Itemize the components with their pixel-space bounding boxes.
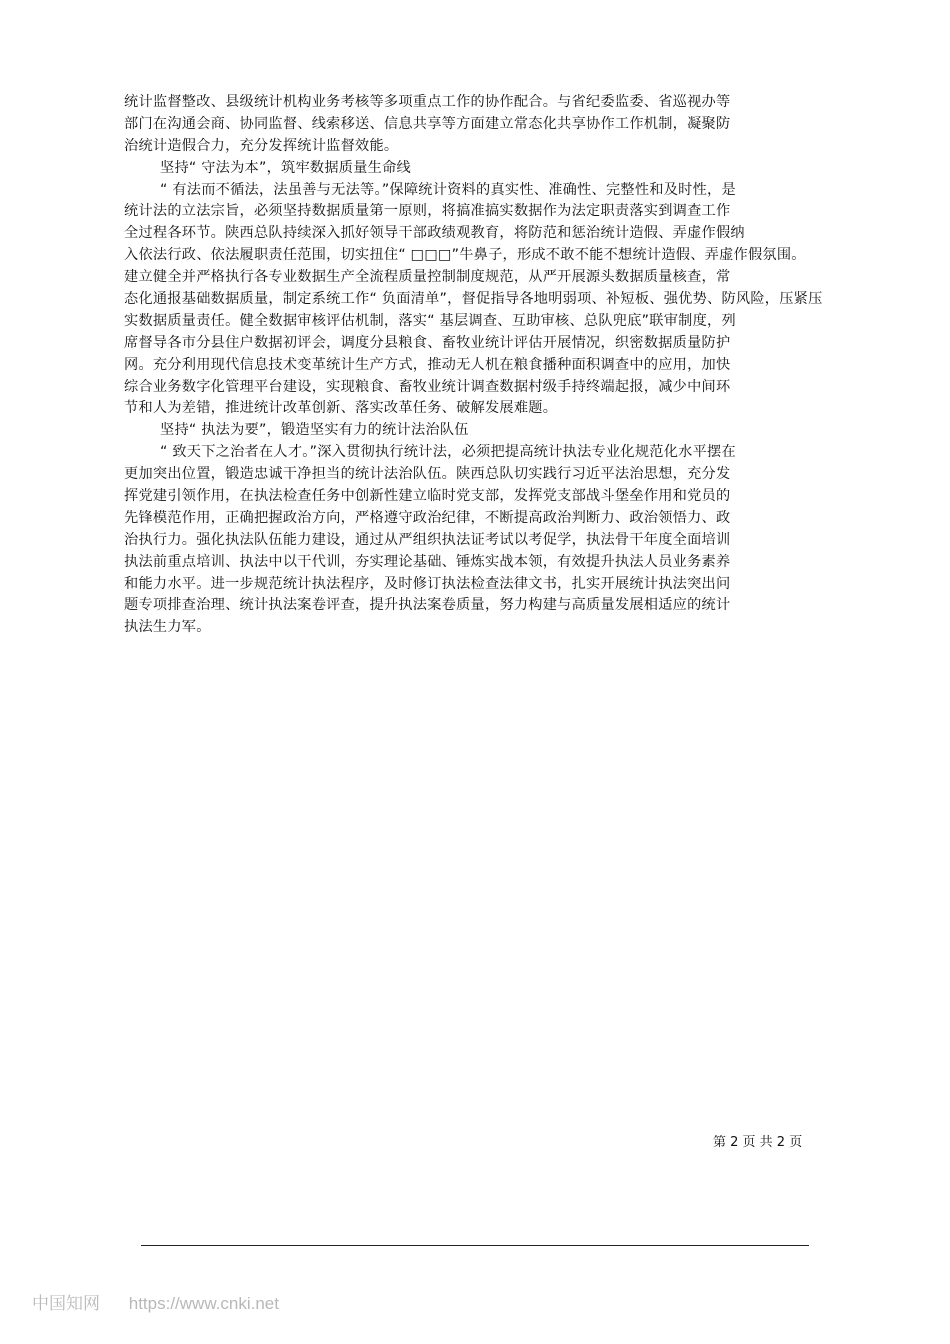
text-line: 执法前重点培训、执法中以干代训，夯实理论基础、锤炼实战本领，有效提升执法人员业务素养 xyxy=(124,553,731,570)
text-line: 先锋模范作用，正确把握政治方向，严格遵守政治纪律，不断提高政治判断力、政治领悟力、政 xyxy=(124,509,731,526)
text-line: 席督导各市分县住户数据初评会，调度分县粮食、畜牧业统计评估开展情况，织密数据质量防护 xyxy=(124,334,731,351)
body-text xyxy=(124,92,934,639)
text-line: 治执行力。强化执法队伍能力建设，通过从严组织执法证考试以考促学，执法骨干年度全面培训 xyxy=(124,531,731,548)
watermark xyxy=(32,1292,279,1316)
text-line: 和能力水平。进一步规范统计执法程序，及时修订执法检查法律文书，扎实开展统计执法突出问 xyxy=(124,575,731,592)
text-line: 挥党建引领作用，在执法检查任务中创新性建立临时党支部，发挥党支部战斗堡垒作用和党员的 xyxy=(124,488,731,505)
text-line: 节和人为差错，推进统计改革创新、落实改革任务、破解发展难题。 xyxy=(124,400,558,417)
text-line: 部门在沟通会商、协同监督、线索移送、信息共享等方面建立常态化共享协作工作机制，凝聚防 xyxy=(124,115,731,132)
text-line: 统计监督整改、县级统计机构业务考核等多项重点工作的协作配合。与省纪委监委、省巡视办等 xyxy=(124,94,731,110)
text-line: 态化通报基础数据质量，制定系统工作“ 负面清单”，督促指导各地明弱项、补短板、强优势、防风险，压紧压 xyxy=(124,291,823,308)
text-line: 题专项排查治理、统计执法案卷评查，提升执法案卷质量，努力构建与高质量发展相适应的统计 xyxy=(124,597,731,614)
text-line: 网。充分利用现代信息技术变革统计生产方式，推动无人机在粮食播种面积调查中的应用，加快 xyxy=(124,356,731,373)
watermark-brand: 中国知网 xyxy=(32,1294,100,1314)
text-line: “ 有法而不循法，法虽善与无法等。”保障统计资料的真实性、准确性、完整性和及时性，是 xyxy=(160,181,736,198)
text-line: 更加突出位置，锻造忠诚干净担当的统计法治队伍。陕西总队切实践行习近平法治思想，充分发 xyxy=(124,466,731,483)
text-line: 统计法的立法宗旨，必须坚持数据质量第一原则，将搞准搞实数据作为法定职责落实到调查工作 xyxy=(124,203,731,220)
footer-divider xyxy=(141,1245,809,1246)
text-line: 建立健全并严格执行各专业数据生产全流程质量控制制度规范，从严开展源头数据质量核查，常 xyxy=(124,269,731,286)
text-line: 综合业务数字化管理平台建设，实现粮食、畜牧业统计调查数据村级手持终端起报，减少中间环 xyxy=(124,378,731,395)
text-line: “ 致天下之治者在人才。”深入贯彻执行统计法，必须把提高统计执法专业化规范化水平摆在 xyxy=(160,444,736,461)
text-line: 执法生力军。 xyxy=(124,619,211,636)
section-heading: 坚持“ 守法为本”，筑牢数据质量生命线 xyxy=(160,159,411,176)
text-line: 全过程各环节。陕西总队持续深入抓好领导干部政绩观教育，将防范和惩治统计造假、弄虚作假纳 xyxy=(124,225,745,242)
text-line: 治统计造假合力，充分发挥统计监督效能。 xyxy=(124,137,399,154)
text-line: 实数据质量责任。健全数据审核评估机制，落实“ 基层调查、互助审核、总队兜底”联审制度，列 xyxy=(124,312,736,329)
section-heading: 坚持“ 执法为要”，锻造坚实有力的统计法治队伍 xyxy=(160,422,469,439)
watermark-url: https://www.cnki.net xyxy=(128,1294,279,1313)
page-number: 第 2 页 共 2 页 xyxy=(713,1135,803,1150)
text-line: 入依法行政、依法履职责任范围，切实扭住“ □□□”牛鼻子，形成不敢不能不想统计造假、弄虚作假氛围。 xyxy=(124,247,806,264)
